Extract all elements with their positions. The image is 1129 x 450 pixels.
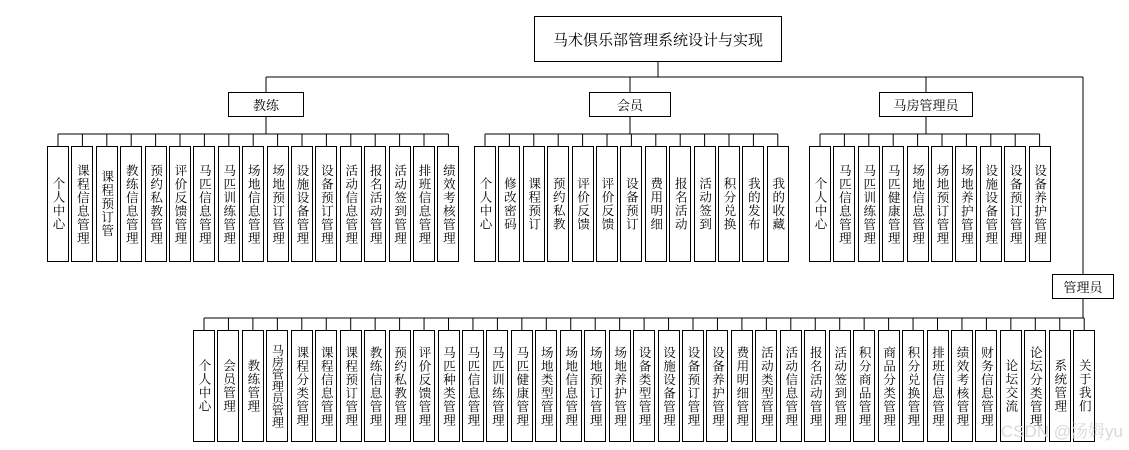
leaf-node: 费用明细管理: [731, 330, 753, 442]
leaf-node: 设备类型管理: [633, 330, 655, 442]
group-node-admin: 管理员: [1052, 274, 1114, 299]
leaf-node: 个人中心: [474, 146, 496, 262]
watermark: CSDN @汤姆yu: [1000, 422, 1123, 441]
leaf-node: 活动信息管理: [340, 146, 362, 262]
leaf-node: 积分兑换管理: [902, 330, 924, 442]
leaf-node: 论坛交流: [1000, 330, 1022, 442]
leaf-node: 场地信息管理: [560, 330, 582, 442]
leaf-node: 马匹训练管理: [858, 146, 880, 262]
leaf-node: 教练信息管理: [120, 146, 142, 262]
leaf-node: 设施设备管理: [980, 146, 1002, 262]
leaf-node: 场地信息管理: [907, 146, 929, 262]
leaf-node: 会员管理: [217, 330, 239, 442]
leaf-node: 报名活动管理: [364, 146, 386, 262]
leaf-node: 场地预订管理: [267, 146, 289, 262]
leaf-node: 活动信息管理: [780, 330, 802, 442]
leaf-node: 系统管理: [1049, 330, 1071, 442]
root-node: 马术俱乐部管理系统设计与实现: [534, 16, 782, 62]
leaf-node: 课程预订: [523, 146, 545, 262]
leaf-node: 课程预订管: [96, 146, 118, 262]
leaf-node: 马匹训练管理: [218, 146, 240, 262]
leaf-node: 教练信息管理: [364, 330, 386, 442]
leaf-node: 设备预订管理: [1004, 146, 1026, 262]
leaf-node: 场地预订管理: [584, 330, 606, 442]
leaf-node: 活动签到管理: [389, 146, 411, 262]
leaf-node: 报名活动管理: [804, 330, 826, 442]
leaf-node: 排班信息管理: [413, 146, 435, 262]
group-node-member: 会员: [589, 92, 671, 117]
leaf-node: 排班信息管理: [927, 330, 949, 442]
leaf-node: 预约私教: [547, 146, 569, 262]
leaf-node: 设施设备管理: [291, 146, 313, 262]
leaf-node: 场地信息管理: [242, 146, 264, 262]
leaf-node: 场地养护管理: [955, 146, 977, 262]
leaf-node: 关于我们: [1073, 330, 1095, 442]
leaf-node: 活动签到管理: [829, 330, 851, 442]
leaf-node: 场地类型管理: [535, 330, 557, 442]
leaf-node: 马匹种类管理: [438, 330, 460, 442]
leaf-node: 积分兑换: [718, 146, 740, 262]
leaf-node: 个人中心: [47, 146, 69, 262]
leaf-node: 我的收藏: [767, 146, 789, 262]
leaf-node: 个人中心: [809, 146, 831, 262]
leaf-node: 设备预订: [620, 146, 642, 262]
leaf-node: 活动类型管理: [755, 330, 777, 442]
leaf-node: 设备预订管理: [682, 330, 704, 442]
leaf-node: 我的发布: [742, 146, 764, 262]
leaf-node: 马匹训练管理: [486, 330, 508, 442]
leaf-node: 马匹健康管理: [511, 330, 533, 442]
group-node-coach: 教练: [228, 92, 304, 117]
leaf-node: 马匹健康管理: [882, 146, 904, 262]
leaf-node: 场地养护管理: [609, 330, 631, 442]
leaf-node: 预约私教管理: [145, 146, 167, 262]
leaf-node: 课程预订管理: [340, 330, 362, 442]
leaf-node: 马匹信息管理: [462, 330, 484, 442]
leaf-node: 论坛分类管理: [1024, 330, 1046, 442]
leaf-node: 教练管理: [242, 330, 264, 442]
leaf-node: 设施设备管理: [658, 330, 680, 442]
leaf-node: 马房管理员管理: [266, 330, 288, 442]
leaf-node: 场地预订管理: [931, 146, 953, 262]
leaf-node: 课程信息管理: [71, 146, 93, 262]
leaf-node: 评价反馈管理: [169, 146, 191, 262]
leaf-node: 绩效考核管理: [437, 146, 459, 262]
leaf-node: 评价反馈: [596, 146, 618, 262]
leaf-node: 设备养护管理: [1029, 146, 1051, 262]
leaf-node: 修改密码: [498, 146, 520, 262]
leaf-node: 绩效考核管理: [951, 330, 973, 442]
leaf-node: 马匹信息管理: [193, 146, 215, 262]
leaf-node: 预约私教管理: [389, 330, 411, 442]
leaf-node: 课程分类管理: [291, 330, 313, 442]
leaf-node: 设备预订管理: [315, 146, 337, 262]
leaf-node: 评价反馈: [572, 146, 594, 262]
leaf-node: 个人中心: [193, 330, 215, 442]
leaf-node: 费用明细: [645, 146, 667, 262]
leaf-node: 活动签到: [694, 146, 716, 262]
leaf-node: 设备养护管理: [706, 330, 728, 442]
leaf-node: 财务信息管理: [975, 330, 997, 442]
leaf-node: 课程信息管理: [315, 330, 337, 442]
leaf-node: 马匹信息管理: [833, 146, 855, 262]
leaf-node: 商品分类管理: [878, 330, 900, 442]
leaf-node: 评价反馈管理: [413, 330, 435, 442]
leaf-node: 报名活动: [669, 146, 691, 262]
leaf-node: 积分商品管理: [853, 330, 875, 442]
group-node-stable: 马房管理员: [879, 92, 973, 117]
